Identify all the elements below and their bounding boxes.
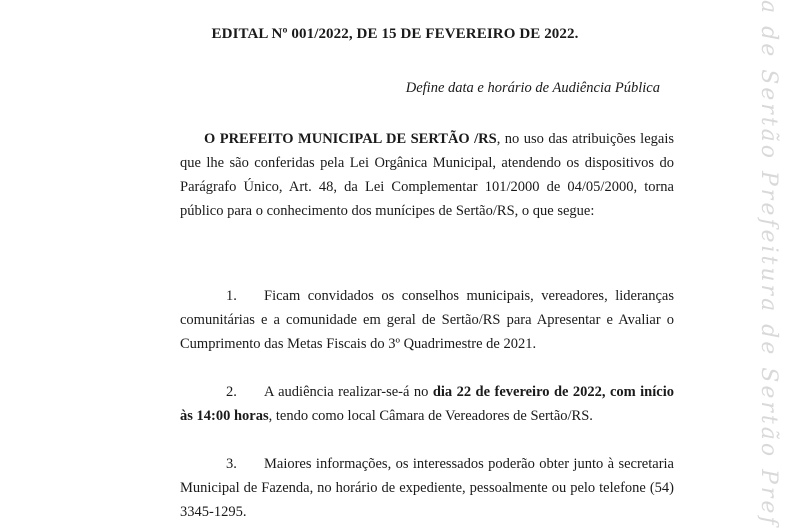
prefeitura-watermark xyxy=(748,0,788,530)
watermark-text: a de Sertão Prefeitura de Sertão Pref xyxy=(756,0,781,528)
item-1-text: Ficam convidados os conselhos municipais, vereadores, lideranças comunitárias e a comunidade em geral de Sertão/RS para Apresentar e Avaliar o Cumprimento das Metas Fiscais do 3º Quadrimestre de 2021. xyxy=(180,288,674,352)
item-1 xyxy=(180,284,674,356)
item-2 xyxy=(180,380,674,428)
edital-subtitle: Define data e horário de Audiência Pública xyxy=(405,80,660,96)
edital-title: EDITAL Nº 001/2022, DE 15 DE FEVEREIRO DE 2022. xyxy=(211,26,579,42)
item-3-text: Maiores informações, os interessados poderão obter junto à secretaria Municipal de Fazenda, no horário de expediente, pessoalmente ou pelo telefone (54) 3345-1295. xyxy=(180,456,674,520)
intro-paragraph xyxy=(180,127,674,223)
mayor-heading: O PREFEITO MUNICIPAL DE SERTÃO /RS xyxy=(204,131,497,147)
intro-text: , no uso das atribuições legais que lhe são conferidas pela Lei Orgânica Municipal, atendendo os dispositivos do Parágrafo Único, Art. 48, da Lei Complementar 101/2000 de 04/05/2000, torna público para o conhecimento dos munícipes de Sertão/RS, o que segue: xyxy=(180,131,674,219)
item-2-text-post: , tendo como local Câmara de Vereadores de Sertão/RS. xyxy=(268,408,593,424)
item-3-number: 3. xyxy=(226,456,237,472)
item-2-text-pre: A audiência realizar-se-á no xyxy=(264,384,433,400)
item-1-number: 1. xyxy=(226,288,237,304)
item-2-date-time: dia 22 de fevereiro de 2022, com início às 14:00 horas xyxy=(180,384,674,424)
item-2-number: 2. xyxy=(226,384,237,400)
item-3 xyxy=(180,452,674,524)
